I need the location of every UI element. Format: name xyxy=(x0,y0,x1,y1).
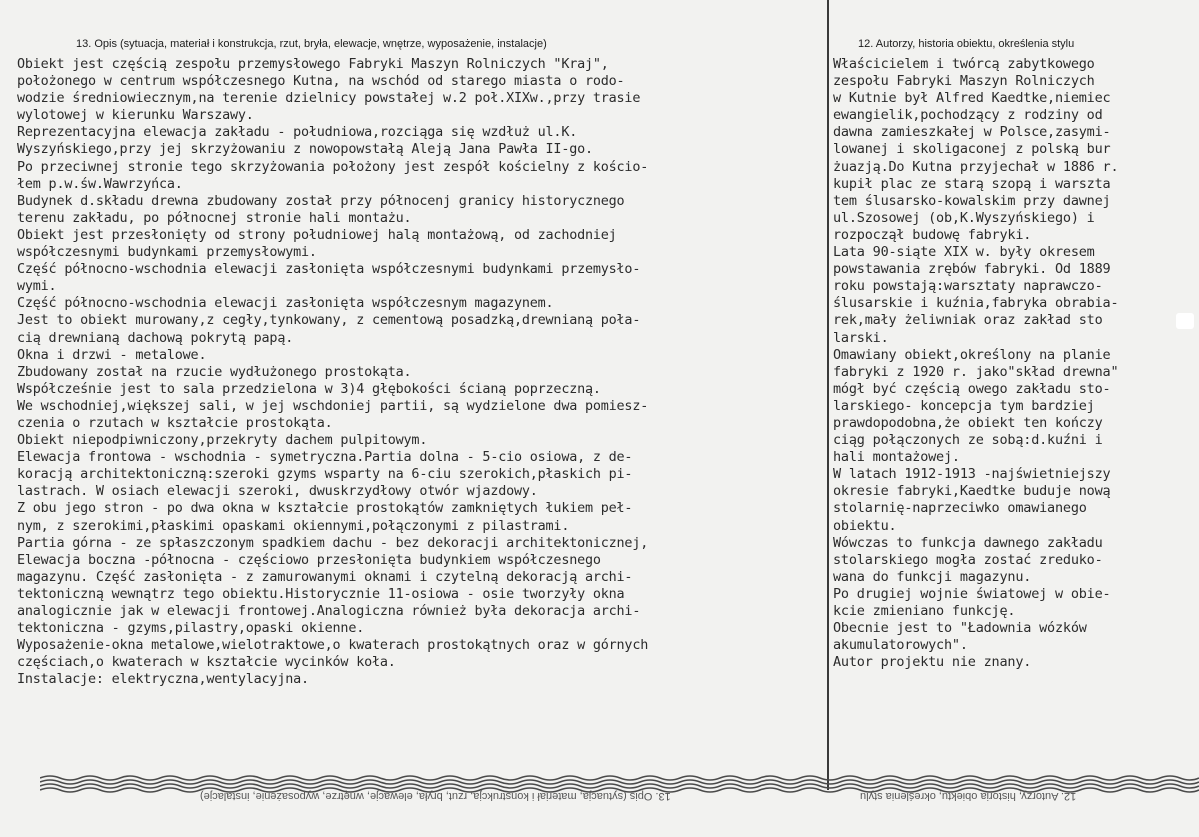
description-line: Reprezentacyjna elewacja zakładu - południowa,rozciąga się wzdłuż ul.K. xyxy=(17,124,578,141)
description-line: Obiekt niepodpiwniczony,przekryty dachem pulpitowym. xyxy=(17,432,428,449)
history-line: stolarnię-naprzeciwko omawianego xyxy=(833,500,1087,517)
history-line: ul.Szosowej (ob,K.Wyszyńskiego) i xyxy=(833,209,1095,226)
history-line: Autor projektu nie znany. xyxy=(833,654,1032,671)
description-line: Elewacja frontowa - wschodnia - symetryczna.Partia dolna - 5-cio osiowa, z de- xyxy=(17,449,633,466)
description-line: Jest to obiekt murowany,z cegły,tynkowany, z cementową posadzką,drewnianą poła- xyxy=(17,312,641,329)
history-line: mógł być częścią owego zakładu sto- xyxy=(833,380,1111,397)
wave-line-1 xyxy=(40,776,1199,780)
history-text xyxy=(833,56,1193,671)
description-line: Z obu jego stron - po dwa okna w kształcie prostokątów zamkniętych łukiem peł- xyxy=(17,500,633,517)
description-line: położonego w centrum współczesnego Kutna, na wschód od starego miasta o rodo- xyxy=(17,73,625,90)
history-line: w Kutnie był Alfred Kaedtke,niemiec xyxy=(833,90,1111,107)
description-line: nym, z szerokimi,płaskimi opaskami okiennymi,połączonymi z pilastrami. xyxy=(17,517,570,534)
description-line: wymi. xyxy=(17,278,57,295)
history-line: powstawania zrębów fabryki. Od 1889 xyxy=(833,261,1111,278)
description-line: Obiekt jest częścią zespołu przemysłowego Fabryki Maszyn Rolniczych "Kraj", xyxy=(17,56,609,72)
bottom-wave-strip xyxy=(40,760,1199,810)
description-line: cią drewnianą dachową pokrytą papą. xyxy=(17,329,294,346)
history-line: kupił plac ze starą szopą i warszta xyxy=(833,175,1111,192)
description-line: Wyszyńskiego,przy jej skrzyżowaniu z nowopowstałą Aleją Jana Pawła II-go. xyxy=(17,141,593,158)
history-line: rozpoczął budowę fabryki. xyxy=(833,226,1032,243)
history-line: lowanej i skoligaconej z polską bur xyxy=(833,141,1111,158)
paper-hole xyxy=(1176,313,1194,329)
mirrored-section-12-heading: 12. Autorzy, historia obiektu, określenia stylu xyxy=(860,790,1077,802)
description-line: tektoniczna - gzyms,pilastry,opaski okienne. xyxy=(17,620,365,637)
description-line: tektoniczną wewnątrz tego obiektu.Historycznie 11-osiowa - osie tworzyły okna xyxy=(17,585,625,602)
history-line: żuazją.Do Kutna przyjechał w 1886 r. xyxy=(833,158,1119,175)
history-line: zespołu Fabryki Maszyn Rolniczych xyxy=(833,73,1095,90)
description-line: Wyposażenie-okna metalowe,wielotraktowe,o kwaterach prostokątnych oraz w górnych xyxy=(17,637,649,654)
description-line: koracją architektoniczną:szeroki gzyms wsparty na 6-ciu szerokich,płaskich pi- xyxy=(17,466,633,483)
description-line: częściach,o kwaterach w kształcie wycinków koła. xyxy=(17,654,396,671)
history-line: wana do funkcji magazynu. xyxy=(833,568,1032,585)
description-line: Współcześnie jest to sala przedzielona w 3)4 głębokości ścianą poprzeczną. xyxy=(17,380,601,397)
description-line: magazynu. Część zasłonięta - z zamurowanymi oknami i czytelną dekoracją archi- xyxy=(17,568,633,585)
history-line: Omawiany obiekt,określony na planie xyxy=(833,346,1111,363)
description-line: We wschodniej,większej sali, w jej wschdoniej partii, są wydzielone dwa pomiesz- xyxy=(17,397,649,414)
history-line: Wówczas to funkcja dawnego zakładu xyxy=(833,534,1103,551)
history-line: ciąg połączonych ze sobą:d.kuźni i xyxy=(833,432,1103,449)
history-line: Po drugiej wojnie światowej w obie- xyxy=(833,585,1111,602)
history-line: kcie zmieniano funkcję. xyxy=(833,603,1016,619)
description-line: Po przeciwnej stronie tego skrzyżowania położony jest zespół kościelny z kościo- xyxy=(17,158,649,175)
column-divider xyxy=(827,0,829,790)
history-line: obiektu. xyxy=(833,517,897,534)
wave-line-2 xyxy=(40,780,1199,784)
history-line: Obecnie jest to "Ładownia wózków xyxy=(833,620,1087,637)
history-line: W latach 1912-1913 -najświetniejszy xyxy=(833,466,1111,483)
section-12-heading: 12. Autorzy, historia obiektu, określenia stylu xyxy=(858,38,1075,50)
history-line: fabryki z 1920 r. jako"skład drewna" xyxy=(833,363,1119,380)
description-line: Elewacja boczna -północna - częściowo przesłonięta budynkiem współczesnego xyxy=(17,551,601,568)
mirrored-section-13-heading: 13. Opis (sytuacja, materiał i konstrukcja, rzut, bryła, elewacje, wnętrze, wyposażenie, instalacje) xyxy=(200,790,671,802)
description-line: Budynek d.składu drewna zbudowany został przy północenj granicy historycznego xyxy=(17,192,625,209)
description-line: wylotowej w kierunku Warszawy. xyxy=(17,107,254,124)
history-line: prawdopodobna,że obiekt ten kończy xyxy=(833,414,1103,431)
history-line: roku powstają:warsztaty naprawczo- xyxy=(833,278,1103,295)
description-line: Okna i drzwi - metalowe. xyxy=(17,346,207,363)
history-line: akumulatorowych". xyxy=(833,637,968,654)
history-line: larski. xyxy=(833,329,889,346)
description-line: Część północno-wschodnia elewacji zasłonięta współczesnymi budynkami przemysło- xyxy=(17,261,641,278)
wave-line-3 xyxy=(40,784,1199,788)
description-line: terenu zakładu, po północnej stronie hali montażu. xyxy=(17,209,412,226)
description-line: analogicznie jak w elewacji frontowej.Analogiczna również była dekoracja archi- xyxy=(17,603,641,619)
history-line: okresie fabryki,Kaedtke buduje nową xyxy=(833,483,1111,500)
history-line: larskiego- koncepcja tym bardziej xyxy=(833,397,1095,414)
history-line: hali montażowej. xyxy=(833,449,960,466)
description-line: wodzie średniowiecznym,na terenie dzielnicy powstałej w.2 poł.XIXw.,przy trasie xyxy=(17,90,641,107)
description-line: lastrach. W osiach elewacji szeroki, dwuskrzydłowy otwór wjazdowy. xyxy=(17,483,538,500)
history-line: stolarskiego mogła zostać zreduko- xyxy=(833,551,1103,568)
history-line: ślusarskie i kuźnia,fabryka obrabia- xyxy=(833,295,1119,312)
history-line: rek,mały żeliwniak oraz zakład sto xyxy=(833,312,1103,329)
description-line: Część północno-wschodnia elewacji zasłonięta współczesnym magazynem. xyxy=(17,295,554,312)
history-line: dawna zamieszkałej w Polsce,zasymi- xyxy=(833,124,1111,141)
description-line: współczesnymi budynkami przemysłowymi. xyxy=(17,244,317,261)
description-line: łem p.w.św.Wawrzyńca. xyxy=(17,175,183,192)
history-line: ewangielik,pochodzący z rodziny od xyxy=(833,107,1103,124)
history-line: Właścicielem i twórcą zabytkowego xyxy=(833,56,1095,72)
section-13-heading: 13. Opis (sytuacja, materiał i konstrukcja, rzut, bryła, elewacje, wnętrze, wyposażenie, instalacje) xyxy=(76,38,547,50)
description-line: Obiekt jest przesłonięty od strony południowej halą montażową, od zachodniej xyxy=(17,226,617,243)
description-line: Partia górna - ze spłaszczonym spadkiem dachu - bez dekoracji architektonicznej, xyxy=(17,534,649,551)
description-line: Zbudowany został na rzucie wydłużonego prostokąta. xyxy=(17,363,412,380)
description-line: Instalacje: elektryczna,wentylacyjna. xyxy=(17,671,309,688)
description-line: czenia o rzutach w kształcie prostokąta. xyxy=(17,414,333,431)
description-text xyxy=(17,56,825,688)
history-line: tem ślusarsko-kowalskim przy dawnej xyxy=(833,192,1111,209)
history-line: Lata 90-siąte XIX w. były okresem xyxy=(833,244,1095,261)
